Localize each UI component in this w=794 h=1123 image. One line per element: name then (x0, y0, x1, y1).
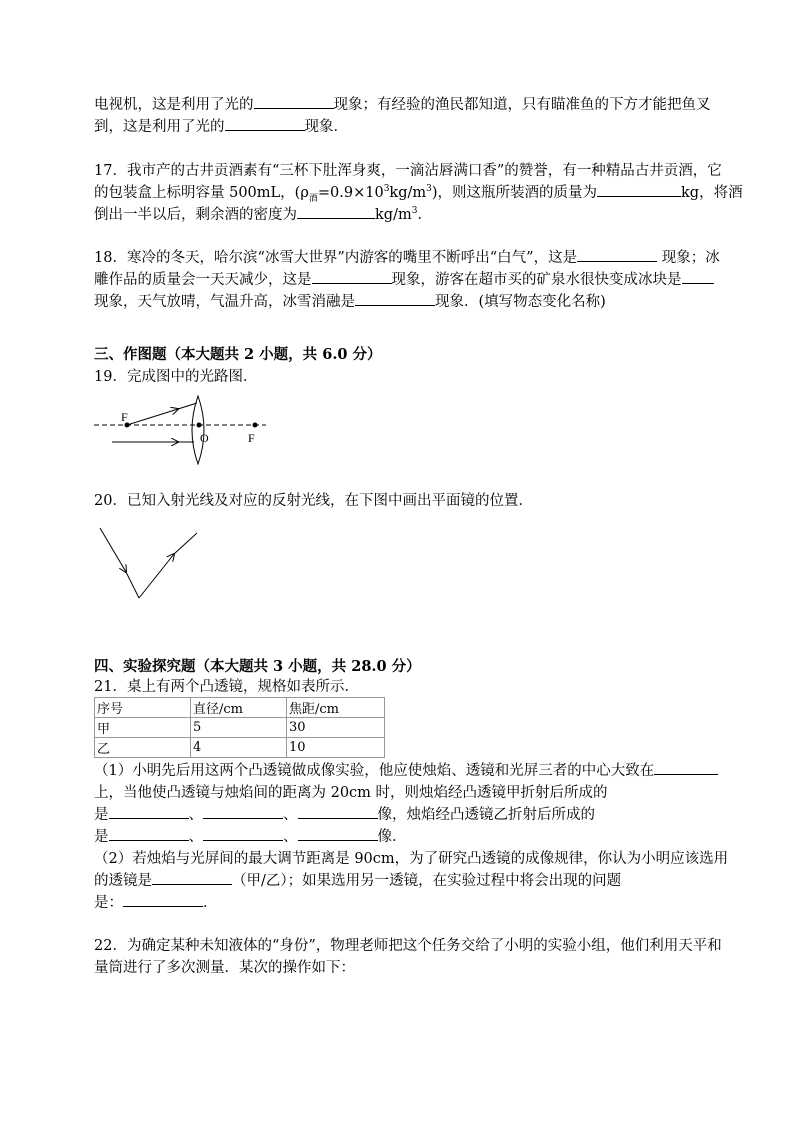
q21-part2-line-3: 是： ． (94, 892, 704, 914)
reflected-ray (139, 554, 174, 598)
q18-line-2: 雕作品的质量会一天天减少，这是 现象，游客在超市买的矿泉水很快变成冰块是 (94, 269, 704, 291)
answer-blank[interactable] (203, 804, 283, 819)
section-4-title: 四、实验探究题（本大题共 3 小题，共 28.0 分） (94, 658, 421, 675)
table-header-row (95, 698, 385, 718)
q19-text: 19．完成图中的光路图． (94, 369, 258, 385)
answer-blank[interactable] (298, 826, 378, 841)
q22-line-1: 22．为确定某种未知液体的“身份”，物理老师把这个任务交给了小明的实验小组，他们利用天平和 (94, 938, 722, 954)
answer-blank[interactable] (123, 892, 203, 907)
right-focus-label: F (248, 431, 255, 445)
answer-blank[interactable] (203, 826, 283, 841)
lens-spec-table (94, 697, 385, 758)
table-header-cell: 焦距/cm (287, 698, 385, 718)
table-row (95, 738, 385, 758)
q20-text: 20．已知入射光线及对应的反射光线，在下图中画出平面镜的位置． (94, 493, 533, 509)
q21-part1-line-3: 是 、 、 像，烛焰经凸透镜乙折射后所成的 (94, 804, 704, 826)
q21-part2-line-2: 的透镜是 （甲/乙）；如果选用另一透镜，在实验过程中将会出现的问题 (94, 870, 704, 892)
answer-blank[interactable] (312, 269, 392, 284)
q16-line-1: 电视机，这是利用了光的 现象；有经验的渔民都知道，只有瞄准鱼的下方才能把鱼叉 (94, 94, 704, 116)
optical-center-label: O (200, 431, 209, 445)
incident-ray (100, 528, 126, 572)
right-focus-point (253, 423, 258, 428)
lens-diagram (94, 396, 284, 466)
q21-part1-line-4: 是 、 、 像． (94, 826, 704, 848)
answer-blank[interactable] (109, 826, 189, 841)
q21-part1-line-2: 上，当他使凸透镜与烛焰间的距离为 20cm 时，则烛焰经凸透镜甲折射后所成的 (94, 785, 608, 801)
optical-center-point (197, 423, 202, 428)
table-cell: 10 (287, 738, 385, 758)
table-cell: 30 (287, 718, 385, 738)
section-3-title: 三、作图题（本大题共 2 小题，共 6.0 分） (94, 346, 382, 363)
table-cell: 甲 (95, 718, 191, 738)
q22-line-2: 量筒进行了多次测量．某次的操作如下： (94, 960, 355, 976)
q21-text: 21．桌上有两个凸透镜，规格如表所示． (94, 679, 359, 695)
answer-blank[interactable] (152, 870, 232, 885)
answer-blank[interactable] (109, 804, 189, 819)
answer-blank[interactable] (682, 269, 714, 284)
q17-line-3: 倒出一半以后，剩余酒的密度为 $kg/m^3$． (94, 204, 704, 226)
table-cell: 5 (191, 718, 287, 738)
table-row (95, 718, 385, 738)
answer-blank[interactable] (597, 182, 681, 197)
incident-ray-rest (126, 572, 139, 598)
answer-blank[interactable] (298, 804, 378, 819)
reflected-ray-rest (174, 533, 197, 554)
table-header-cell: 序号 (95, 698, 191, 718)
q21-part1-line-1: （1）小明先后用这两个凸透镜做成像实验，他应使烛焰、透镜和光屏三者的中心大致在 (94, 760, 704, 782)
convex-lens (192, 396, 204, 464)
q16-line-2: 到，这是利用了光的 现象． (94, 116, 704, 138)
answer-blank[interactable] (297, 204, 375, 219)
answer-blank[interactable] (654, 760, 718, 775)
table-cell: 乙 (95, 738, 191, 758)
reflection-diagram (100, 528, 200, 602)
left-focus-label: F (121, 410, 128, 424)
q21-part2-line-1: （2）若烛焰与光屏间的最大调节距离是 90cm，为了研究凸透镜的成像规律，你认为小明应该选用 (94, 851, 729, 867)
q17-line-1: 17．我市产的古井贡酒素有“三杯下肚浑身爽，一滴沾唇满口香”的赞誉，有一种精品古井贡酒，它 (94, 163, 722, 179)
answer-blank[interactable] (577, 247, 657, 262)
q18-line-3: 现象，天气放晴，气温升高，冰雪消融是 现象．(填写物态变化名称) (94, 291, 704, 313)
table-cell: 4 (191, 738, 287, 758)
incident-ray-through-focus (127, 409, 178, 425)
answer-blank[interactable] (225, 116, 305, 131)
q18-line-1: 18．寒冷的冬天，哈尔滨“冰雪大世界”内游客的嘴里不断呼出“白气”，这是 现象；冰 (94, 247, 704, 269)
q17-line-2: 的包装盒上标明容量 500mL，$(\rho_酒=0.9\times 10^3kg/m^3)$，则这瓶所装酒的质量为 kg，将酒 (94, 182, 704, 204)
answer-blank[interactable] (254, 94, 334, 109)
answer-blank[interactable] (355, 291, 435, 306)
table-header-cell: 直径/cm (191, 698, 287, 718)
